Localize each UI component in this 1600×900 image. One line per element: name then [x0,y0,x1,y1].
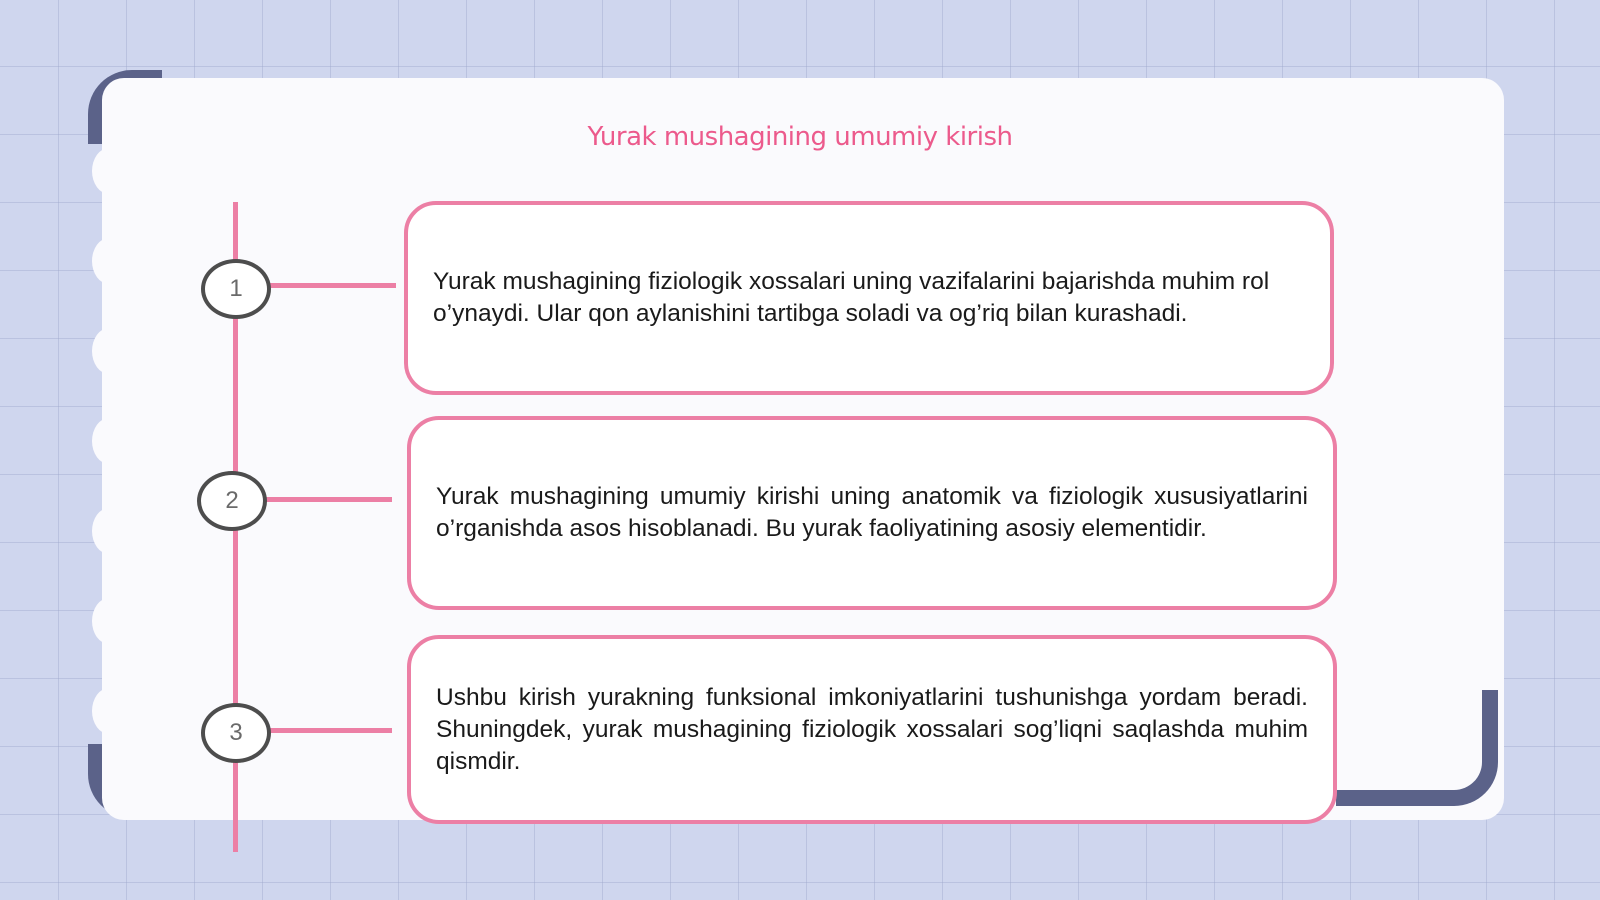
card-notch [92,688,126,734]
card-notch [92,238,126,284]
card-notch [92,418,126,464]
card-notch [92,508,126,554]
step-3-connector [262,728,392,733]
step-1-connector [262,283,396,288]
card-notch [92,328,126,374]
step-3-box [407,635,1337,824]
card-notch [92,148,126,194]
corner-bracket-bottom-right [1336,690,1498,806]
step-1-box [404,201,1334,395]
step-2-box [407,416,1337,610]
step-3-number: 3 [201,703,271,763]
step-2-number: 2 [197,471,267,531]
step-2-text: Yurak mushagining umumiy kirishi uning anatomik va fiziologik xususiyatlarini o’rganishda asos hisoblanadi. Bu yurak faoliyatining asosiy elementidir. [436,483,1308,542]
step-3-text: Ushbu kirish yurakning funksional imkoniyatlarini tushunishga yordam beradi. Shuningdek, yurak mushagining fiziologik xossalari sog’liqni saqlashda muhim qismdir. [436,683,1308,775]
card-notch [92,598,126,644]
slide-title: Yurak mushagining umumiy kirish [587,122,1013,152]
step-1-text: Yurak mushagining fiziologik xossalari uning vazifalarini bajarishda muhim rol o’ynaydi. Ular qon aylanishini tartibga soladi va og’riq bilan kurashadi. [433,268,1270,327]
step-2-connector [258,497,392,502]
step-1-number: 1 [201,259,271,319]
